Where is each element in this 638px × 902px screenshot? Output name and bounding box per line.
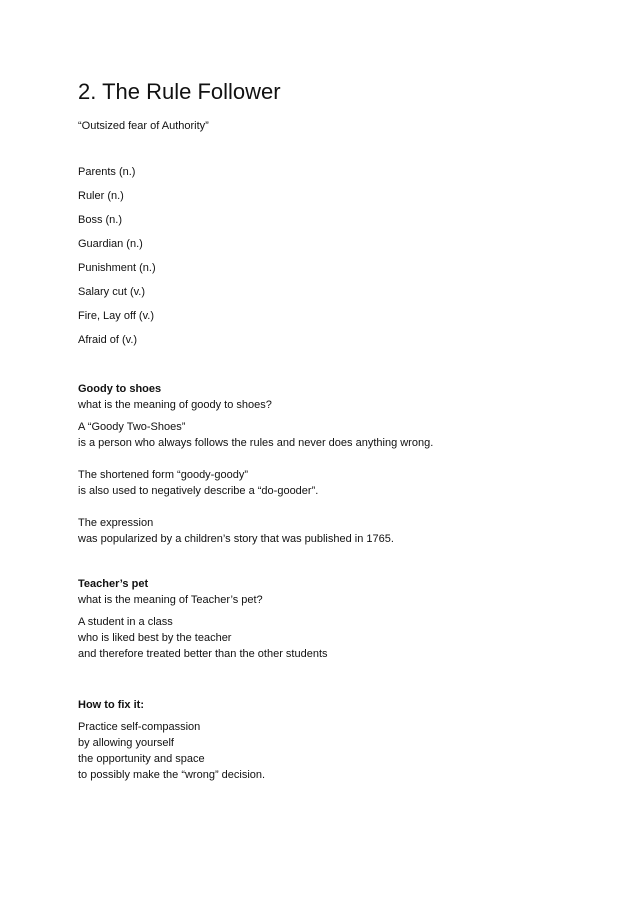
vocab-item: Afraid of (v.) [78,334,138,346]
goody-paragraph-2-line-2: is also used to negatively describe a “do-gooder”. [78,485,319,497]
pet-line-2: who is liked best by the teacher [78,632,232,644]
goody-heading: Goody to shoes [78,383,162,395]
vocabulary-list [78,164,156,356]
fix-line-2: by allowing yourself [78,737,174,749]
pet-line-3: and therefore treated better than the other students [78,648,328,660]
goody-paragraph-1-line-2: is a person who always follows the rules and never does anything wrong. [78,437,434,449]
vocab-item: Guardian (n.) [78,238,143,250]
fix-heading: How to fix it: [78,699,144,711]
goody-question: what is the meaning of goody to shoes? [78,399,272,411]
pet-question: what is the meaning of Teacher’s pet? [78,594,263,606]
vocab-item: Parents (n.) [78,166,136,178]
teachers-pet-section [78,576,598,662]
goody-paragraph-3-line-1: The expression [78,517,154,529]
vocab-item: Punishment (n.) [78,262,156,274]
document-page [78,0,598,902]
fix-line-1: Practice self-compassion [78,721,201,733]
pet-heading: Teacher’s pet [78,578,149,590]
vocab-item: Ruler (n.) [78,190,124,202]
goody-section [78,381,598,547]
vocab-item: Salary cut (v.) [78,286,146,298]
goody-paragraph-1-line-1: A “Goody Two-Shoes” [78,421,186,433]
fix-line-3: the opportunity and space [78,753,205,765]
goody-paragraph-2-line-1: The shortened form “goody-goody” [78,469,248,481]
page-subtitle: “Outsized fear of Authority” [78,120,209,132]
page-title: 2. The Rule Follower [78,79,281,104]
pet-line-1: A student in a class [78,616,173,628]
goody-paragraph-3-line-2: was popularized by a children’s story that was published in 1765. [78,533,394,545]
vocab-item: Boss (n.) [78,214,123,226]
fix-line-4: to possibly make the “wrong” decision. [78,769,266,781]
vocab-item: Fire, Lay off (v.) [78,310,155,322]
how-to-fix-section [78,697,598,783]
